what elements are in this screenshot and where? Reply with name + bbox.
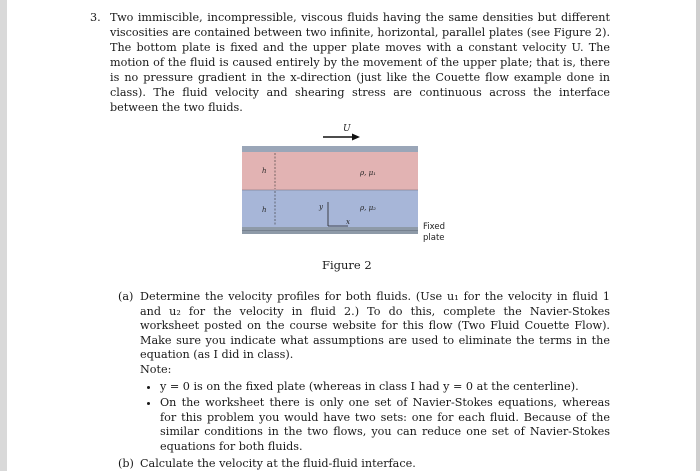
y-axis-label: y [319,203,323,211]
h-label-top: h [262,167,267,175]
fixed-label: Fixed [423,222,446,232]
upper-plate [242,146,418,152]
part-b-label: (b) [118,456,134,470]
part-a-label: (a) [118,290,134,303]
figure-caption: Figure 2 [322,258,372,272]
left-frame-edge [0,0,7,471]
h-label-bottom: h [262,206,267,214]
problem-number: 3. [90,11,101,24]
fluid-2-region [242,190,418,227]
problem-parts [118,290,610,471]
problem-text: Two immiscible, incompressible, viscous fluids having the same densities but different viscosities are contained between two infinite, horizontal, parallel plates (see Figure 2). The bottom plate is fixed and the upper plate moves with a constant velocity U. The motion of the fluid is caused entirely by the movement of the upper plate; that is, there is no pressure gradient in the x-direction (just like the Couette flow example done in class). The fluid velocity and shearing stress are continuous across the interface between the two fluids. [110,11,610,114]
note-item: • On the worksheet there is only one set of Navier-Stokes equations, whereas for this problem you would have two sets: one for each fluid. Because of the similar conditions in the two flows, you can reduce one set of Navier-Stokes equations for both fluids. [160,396,610,454]
plate-label: plate [423,233,445,243]
part-b [118,457,610,471]
problem-statement [90,10,610,115]
figure-2 [235,120,465,250]
couette-flow-diagram [235,120,465,250]
right-frame-edge [696,0,700,471]
notes-list [118,380,610,455]
velocity-arrow-head [352,134,360,141]
velocity-label: U [343,124,351,134]
fluid-1-region [242,152,418,190]
part-a-text: Determine the velocity profiles for both fluids. (Use u₁ for the velocity in fluid 1 and u₂ for the velocity in fluid 2.) To do this, complete the Navier-Stokes worksheet posted on the course website for this flow (Two Fluid Couette Flow). Make sure you indicate what assumptions are used to eliminate the terms in the equation (as I did in class). [140,290,610,362]
note-label: Note: [140,362,172,376]
note-item: • y = 0 is on the fixed plate (whereas in class I had y = 0 at the centerline). [160,380,610,395]
part-b-text: Calculate the velocity at the fluid-fluid interface. [140,456,416,470]
fluid-1-label: ρ, μ₁ [360,169,376,177]
part-a [118,290,610,363]
fluid-2-label: ρ, μ₂ [360,204,376,212]
x-axis-label: x [346,218,350,226]
